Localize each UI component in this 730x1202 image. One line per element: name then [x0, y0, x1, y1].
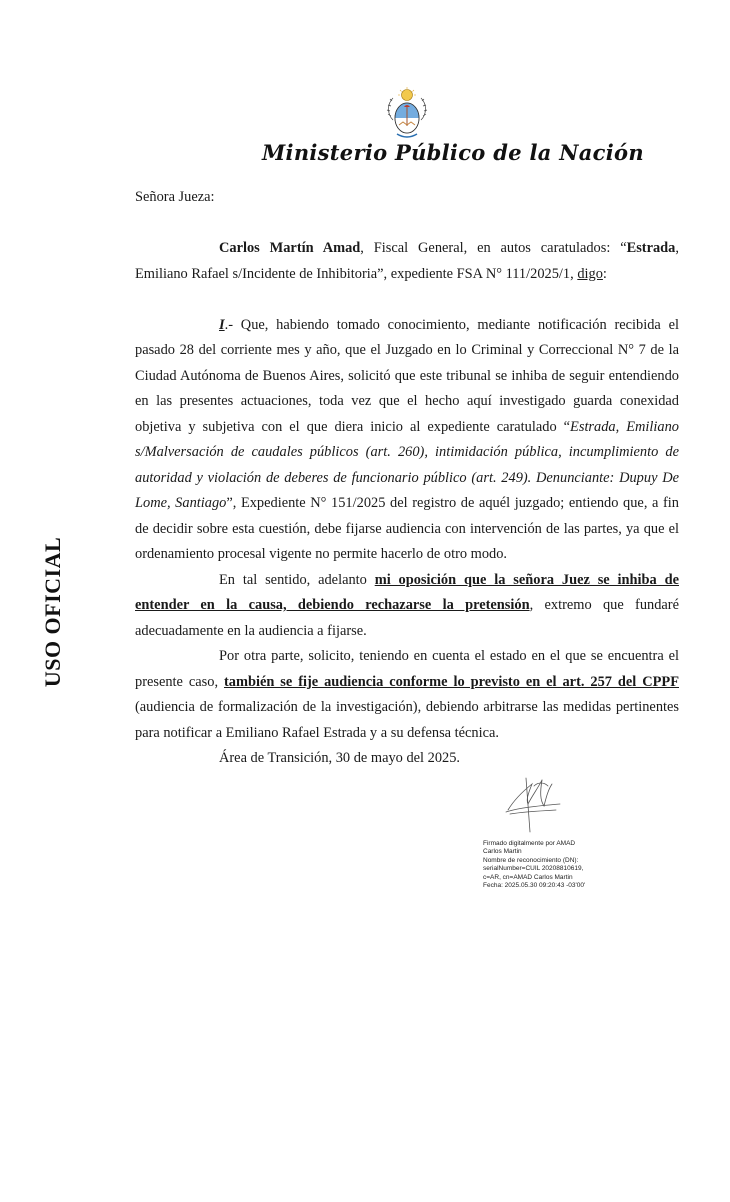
hearing-request-statement: también se fije audiencia conforme lo previsto en el art. 257 del CPPF	[223, 673, 679, 690]
author-name: Carlos Martín Amad	[219, 240, 361, 256]
signature-line: Firmado digitalmente por AMAD	[483, 840, 576, 847]
case-name-bold: Estrada	[626, 240, 676, 256]
intro-text-continued: , Emiliano Rafael s/Incidente de Inhibitoria”, expediente FSA N° 111/2025/1,	[135, 240, 679, 282]
section-1-text: .- Que, habiendo tomado conocimiento, mediante notificación recibida el pasado 28 del corriente mes y año, que el Juzgado en lo Criminal y Correccional N° 7 de la Ciudad Autónoma de Buenos Aires, solicitó que este tribunal se inhiba de seguir entendiendo en las presentes actuaciones, toda vez que el hecho aquí investigado guarda conexidad objetiva y subjetiva con el que diera inicio al expediente caratulado “	[135, 316, 679, 435]
section-1-text-continued: ”, Expediente N° 151/2025 del registro de aquél juzgado; entiendo que, a fin de decidir sobre esta cuestión, debe fijarse audiencia con intervención de las partes, ya que el ordenamiento procesal vigente no permite hacerlo de otro modo.	[135, 495, 679, 562]
coat-of-arms-icon	[385, 86, 429, 142]
intro-text: , Fiscal General, en autos caratulados: “	[360, 240, 627, 256]
hearing-text-continued: (audiencia de formalización de la investigación), debiendo arbitrarse las medidas pertinentes para notificar a Emiliano Rafael Estrada y a su defensa técnica.	[135, 699, 679, 741]
opposition-paragraph	[135, 568, 679, 645]
signature-line: Fecha: 2025.05.30 09:20:43 -03'00'	[483, 882, 586, 890]
digital-signature-info	[483, 840, 683, 890]
opposition-statement: mi oposición que la señora Juez se inhiba de entender en la causa, debiendo rechazarse la pretensión	[135, 571, 679, 613]
official-use-stamp-text: USO OFICIAL	[40, 536, 65, 688]
hearing-text: Por otra parte, solicito, teniendo en cuenta el estado en el que se encuentra el presente caso,	[135, 648, 679, 690]
signature-line: Nombre de reconocimiento (DN):	[483, 856, 579, 864]
intro-paragraph	[135, 236, 679, 287]
institution-header: Ministerio Público de la Nación	[262, 140, 644, 165]
closing-word: digo	[577, 265, 603, 282]
handwritten-signature-icon	[498, 770, 568, 834]
place-date: Área de Transición, 30 de mayo del 2025.	[219, 750, 461, 766]
case-title-italic: Estrada, Emiliano s/Malversación de caudales públicos (art. 260), intimidación pública, incumplimiento de autoridad y violación de deberes de funcionario público (art. 249). Denunciante: Dupuy De Lome, Santiago	[135, 418, 679, 511]
salutation: Señora Jueza:	[135, 189, 215, 205]
signature-line: serialNumber=CUIL 20208810619,	[483, 865, 584, 873]
document-body	[135, 185, 679, 772]
section-1-paragraph	[135, 313, 679, 568]
section-numeral: I	[219, 316, 225, 333]
intro-colon: :	[602, 265, 607, 282]
signature-line: c=AR, cn=AMAD Carlos Martin	[483, 873, 573, 881]
hearing-request-paragraph	[135, 644, 679, 746]
opposition-text-continued: , extremo que fundaré adecuadamente en la audiencia a fijarse.	[135, 597, 679, 639]
official-use-stamp	[36, 536, 70, 688]
opposition-text: En tal sentido, adelanto	[219, 571, 375, 588]
signature-line: Carlos Martin	[483, 848, 522, 856]
